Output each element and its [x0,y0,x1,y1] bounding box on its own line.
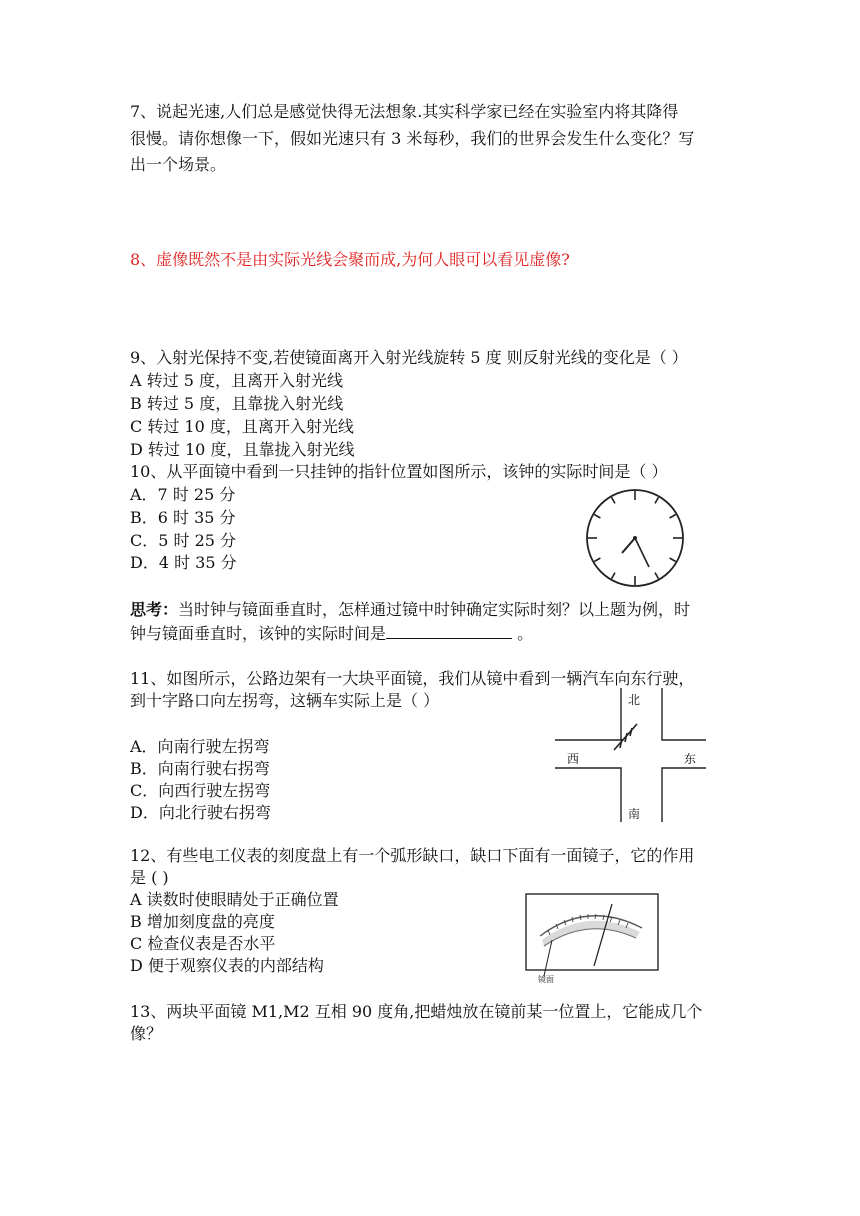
q11-stem-2: 到十字路口向左拐弯，这辆车实际上是（ ） [130,691,440,710]
q11-option-b: B．向南行驶右拐弯 [130,759,270,778]
q11-option-c: C．向西行驶左拐弯 [130,781,271,800]
north-label: 北 [628,693,641,707]
q11-option-d: D．向北行驶右拐弯 [130,803,271,822]
east-label: 东 [684,752,697,766]
q9-option-b: B 转过 5 度，且靠拢入射光线 [130,394,344,413]
think-text-2: 钟与镜面垂直时，该钟的实际时间是 [130,624,387,643]
meter-figure [522,892,662,984]
q7-line-3: 出一个场景。 [130,155,227,174]
clock-center [633,536,637,540]
q9-option-a: A 转过 5 度，且离开入射光线 [130,371,343,390]
q12-option-b: B 增加刻度盘的亮度 [130,912,275,931]
q9-stem: 9、入射光保持不变,若使镜面离开入射光线旋转 5 度 则反射光线的变化是（ ） [130,348,688,367]
clock-minute-hand [635,538,649,567]
q9-option-c: C 转过 10 度，且离开入射光线 [130,417,354,436]
q11-stem-1: 11、如图所示，公路边架有一大块平面镜，我们从镜中看到一辆汽车向东行驶， [130,669,695,688]
q12-option-a: A 读数时使眼睛处于正确位置 [130,890,339,909]
q9-option-d: D 转过 10 度，且靠拢入射光线 [130,440,355,459]
crossroad-figure [548,688,706,822]
q7-line-1: 7、说起光速,人们总是感觉快得无法想象.其实科学家已经在实验室内将其降得 [130,102,679,121]
q10-option-d: D．4 时 35 分 [130,553,237,572]
think-label: 思考： [130,600,179,619]
mirror-arc-gap [542,921,640,946]
q12-stem-1: 12、有些电工仪表的刻度盘上有一个弧形缺口，缺口下面有一面镜子，它的作用 [130,846,695,865]
clock-hour-hand [622,538,635,553]
q12-option-d: D 便于观察仪表的内部结构 [130,956,324,975]
meter-needle [594,904,612,966]
q13-line-2: 像？ [130,1024,163,1043]
q11-option-a: A．向南行驶左拐弯 [130,737,270,756]
q10-stem: 10、从平面镜中看到一只挂钟的指针位置如图所示，该钟的实际时间是（ ） [130,462,668,481]
q12-option-c: C 检查仪表是否水平 [130,934,276,953]
mirror-label: 镜面 [538,975,554,984]
think-text: 当时钟与镜面垂直时，怎样通过镜中时钟确定实际时刻？以上题为例，时 [178,600,691,619]
q13-line-1: 13、两块平面镜 M1,M2 互相 90 度角,把蜡烛放在镜前某一位置上，它能成几个 [130,1002,703,1021]
think-line-1 [130,599,690,621]
think-line-2 [130,622,533,645]
q10-option-b: B．6 时 35 分 [130,508,236,527]
q12-stem-2: 是 ( ) [130,868,169,887]
mirror-clock-figure [585,488,685,588]
mirror-icon [614,724,637,750]
answer-blank[interactable] [386,622,512,639]
q8-text: 8、虚像既然不是由实际光线会聚而成,为何人眼可以看见虚像? [130,250,570,269]
q7-line-2: 很慢。请你想像一下，假如光速只有 3 米每秒，我们的世界会发生什么变化？写 [130,129,695,148]
think-text-3: 。 [512,624,534,643]
south-label: 南 [628,807,641,821]
west-label: 西 [567,752,580,766]
q10-option-a: A．7 时 25 分 [130,485,236,504]
q10-option-c: C．5 时 25 分 [130,531,237,550]
